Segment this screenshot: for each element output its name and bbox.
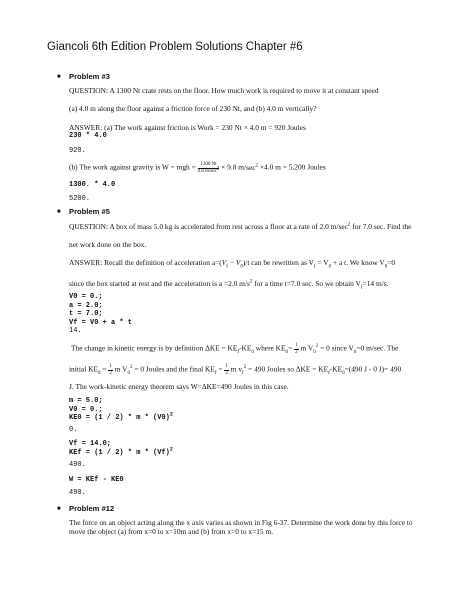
p3-frac-num: 1300 Nt — [198, 162, 220, 169]
p3-question: QUESTION: A 1300 Nt crate rests on the floor. How much work is required to move it at constant speed — [69, 86, 379, 95]
p5-code-2: m = 5.0; V0 = 0.; $KE0 = (1 / 2) * m * (V0)^2$ — [69, 397, 173, 422]
problem-5-heading: Problem #5 — [69, 207, 110, 216]
p3-unit-sec: $/\sec^2$ — [244, 162, 259, 172]
p5-ke-line1: The change in kinetic energy is by definition $\Delta KE = KE_f-KE_0$ where $KE_0=$ $\frac{1}{2}$ m $V_0^2 = 0$ since $V_0=0$ m/sec. The — [71, 343, 399, 356]
p3-output-b: 5200. — [69, 195, 91, 203]
p5-answer-line1: ANSWER: Recall the definition of acceleration $a=(V_f - V_0)/t$ can be rewritten as $V_f = V_0 + a$ t. We know $V_0=0$ — [69, 258, 396, 270]
p5-ke-line2: initial $KE_0$ = $\frac{1}{2}$ m $V_0^2 = 0$ Joules and the final $KE_f$ = $\frac{1}{2}$ m $v_f^2 = 490$ Joules so $\Delta KE = KE_f-KE_0=(490$ J - 0 J)= 490 — [69, 364, 402, 377]
p3-answer-b-pre: (b) The work against gravity is W = mgh = — [69, 162, 196, 172]
p3-answer-b-mid: × 9.8 m — [219, 162, 245, 172]
p5-output-4: 490. — [69, 489, 86, 497]
p3-frac-den: 9.8 $m/\sec^2$ — [197, 165, 220, 174]
p3-code-a: 230 * 4.0 — [69, 132, 107, 140]
bullet-icon: ■ — [57, 209, 61, 215]
problem-12-heading: Problem #12 — [69, 504, 115, 513]
p3-answer-b — [69, 162, 326, 174]
p3-mass-fraction — [198, 162, 220, 174]
p5-code-3: Vf = 14.0; KEf = (1 / 2) * m * $(Vf)^2$ — [69, 440, 173, 457]
half-fraction: $\frac{1}{2}$ — [225, 364, 228, 376]
bullet-icon: ■ — [57, 506, 61, 512]
p3-parts: (a) 4.0 m along the floor against a friction force of 230 Nt, and (b) 4.0 m vertically? — [69, 104, 317, 113]
p5-output-1: 14. — [69, 327, 82, 335]
half-fraction: $\frac{1}{2}$ — [109, 364, 112, 376]
p12-line1: The force on an object acting along the x axis varies as shown in Fig 6-37. Determine the work done by this force to — [69, 518, 413, 527]
p12-line2: move the object (a) from x=0 to x=10m and (b) from x=0 to x=15 m. — [69, 527, 274, 536]
p3-answer-a: ANSWER: (a) The work against friction is Work = 230 Nt × 4.0 m = 920 Joules — [69, 123, 306, 132]
p5-question-line2: net work done on the box. — [69, 240, 147, 249]
bullet-icon: ■ — [57, 74, 61, 80]
p3-answer-b-post: ×4.0 m = 5,200 Joules — [259, 162, 326, 172]
p5-answer-line2: since the box started at rest and the acceleration is a =2.0 $m/s^2$ for a time t=7.0 sec. So we obtain $V_f=14$ m/s. — [69, 279, 389, 291]
page-title: Giancoli 6th Edition Problem Solutions Chapter #6 — [47, 41, 303, 53]
p5-output-2: 0. — [69, 426, 78, 434]
p5-code-4: W = KEf - KE0 — [69, 476, 124, 484]
p5-output-3: 490. — [69, 461, 86, 469]
problem-3-heading: Problem #3 — [69, 72, 110, 81]
half-fraction: $\frac{1}{2}$ — [295, 343, 298, 355]
p5-question-line1: QUESTION: A box of mass 5.0 kg is accelerated from rest across a floor at a rate of 2.0 $m/\sec^2$ for 7.0 sec. Find the — [69, 222, 412, 231]
p3-code-b: 1300. * 4.0 — [69, 181, 116, 189]
p3-output-a: 920. — [69, 147, 86, 155]
p5-code-1: V0 = 0.; a = 2.0; t = 7.0; Vf = V0 + a * t — [69, 293, 133, 327]
p5-ke-line3: J. The work-kinetic energy theorem says W=ΔKE=490 Joules in this case. — [69, 382, 289, 391]
